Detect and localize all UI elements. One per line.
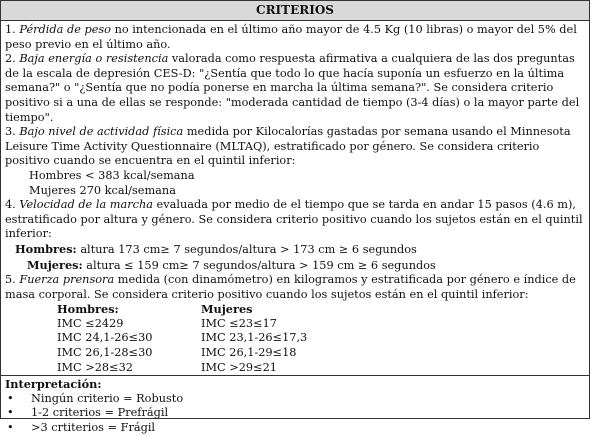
criterion-term: Fuerza prensora: [19, 273, 115, 287]
interpretation-item: >3 crtiterios = Frágil: [31, 421, 156, 435]
criterion-number: 2.: [5, 52, 20, 66]
grip-women-cell: IMC >29≤21: [201, 360, 277, 374]
bullet-icon: •: [7, 391, 14, 405]
grip-women-header: Mujeres: [201, 302, 253, 317]
grip-men-cell: IMC 24,1-26≤30: [57, 331, 153, 345]
list-item: [5, 406, 585, 421]
activity-women: Mujeres 270 kcal/semana: [29, 183, 176, 197]
bullet-icon: •: [7, 421, 14, 435]
criterion-term: Bajo nivel de actividad física: [19, 125, 184, 139]
gait-men: [5, 242, 585, 258]
criterion-text: medida (con dinamómetro) en kilogramos y estratificada por género e índice de masa corporal. Se considera criterio positivo cuando los sujetos están en el quintil inferior:: [5, 273, 576, 301]
grip-men-cell: IMC >28≤32: [57, 360, 133, 374]
grip-women-cell: IMC 26,1-29≤18: [201, 346, 297, 360]
criterion-number: 3.: [5, 125, 20, 139]
criterion-text: no intencionada en el último año mayor de 4.5 Kg (10 libras) o mayor del 5% del peso previo en el último año.: [5, 23, 577, 51]
table-title: CRITERIOS: [256, 3, 334, 17]
criterion-3: [5, 125, 585, 169]
criterion-5: [5, 273, 585, 302]
gait-men-text: altura 173 cm≥ 7 segundos/altura > 173 cm ≥ 6 segundos: [76, 242, 417, 256]
table-header: [1, 1, 589, 21]
grip-men-header: Hombres:: [57, 302, 119, 317]
interpretation-item: Ningún criterio = Robusto: [31, 391, 184, 405]
interpretation-item: 1-2 criterios = Prefrágil: [31, 406, 169, 420]
list-item: [5, 421, 585, 436]
interpretation-list: [5, 392, 585, 436]
criterion-term: Baja energía o resistencia: [19, 52, 169, 66]
criterion-number: 5.: [5, 273, 20, 287]
interpretation-title: Interpretación:: [5, 377, 102, 392]
grip-strength-table: [5, 302, 585, 375]
grip-women-cell: IMC 23,1-26≤17,3: [201, 331, 308, 345]
criterion-text: evaluada por medio de el tiempo que se tarda en andar 15 pasos (4.6 m), estratificado por altura y género. Se considera criterio positivo cuando los sujetos están en el quintil inferior:: [5, 198, 583, 241]
list-item: [5, 392, 585, 407]
criterion-4: [5, 198, 585, 242]
criterion-2: [5, 52, 585, 125]
gait-women-text: altura ≤ 159 cm≥ 7 segundos/altura > 159 cm ≥ 6 segundos: [82, 258, 436, 272]
criterion-text: valorada como respuesta afirmativa a cualquiera de las dos preguntas de la escala de depresión CES-D: "¿Sentía que todo lo que hacía suponía un esfuerzo en la última semana?" o "¿Sentía que no podía ponerse en marcha la última semana?". Se considera criterio positivo si a una de ellas se responde: "moderada cantidad de tiempo (3-4 días) o la mayor parte del tiempo".: [5, 52, 580, 124]
grip-men-cell: IMC 26,1-28≤30: [57, 346, 153, 360]
gait-women: [5, 258, 585, 274]
criterion-term: Pérdida de peso: [19, 23, 111, 36]
grip-women-cell: IMC ≤23≤17: [201, 316, 277, 330]
criterion-term: Velocidad de la marcha: [19, 198, 153, 212]
gait-women-label: Mujeres:: [27, 257, 83, 272]
criterion-number: 1.: [5, 23, 20, 36]
bullet-icon: •: [7, 406, 14, 420]
criterion-1: [5, 23, 585, 52]
criteria-body: [1, 21, 589, 376]
criterion-number: 4.: [5, 198, 20, 212]
activity-men: Hombres < 383 kcal/semana: [29, 168, 195, 182]
gait-men-label: Hombres:: [15, 241, 77, 256]
criterion-text: medida por Kilocalorías gastadas por semana usando el Minnesota Leisure Time Activity Questionnaire (MLTAQ), estratificado por género. Se considera criterio positivo cuando se encuentra en el quintil inferior:: [5, 125, 571, 168]
grip-men-cell: IMC ≤2429: [57, 316, 124, 330]
interpretation-section: [1, 376, 589, 435]
